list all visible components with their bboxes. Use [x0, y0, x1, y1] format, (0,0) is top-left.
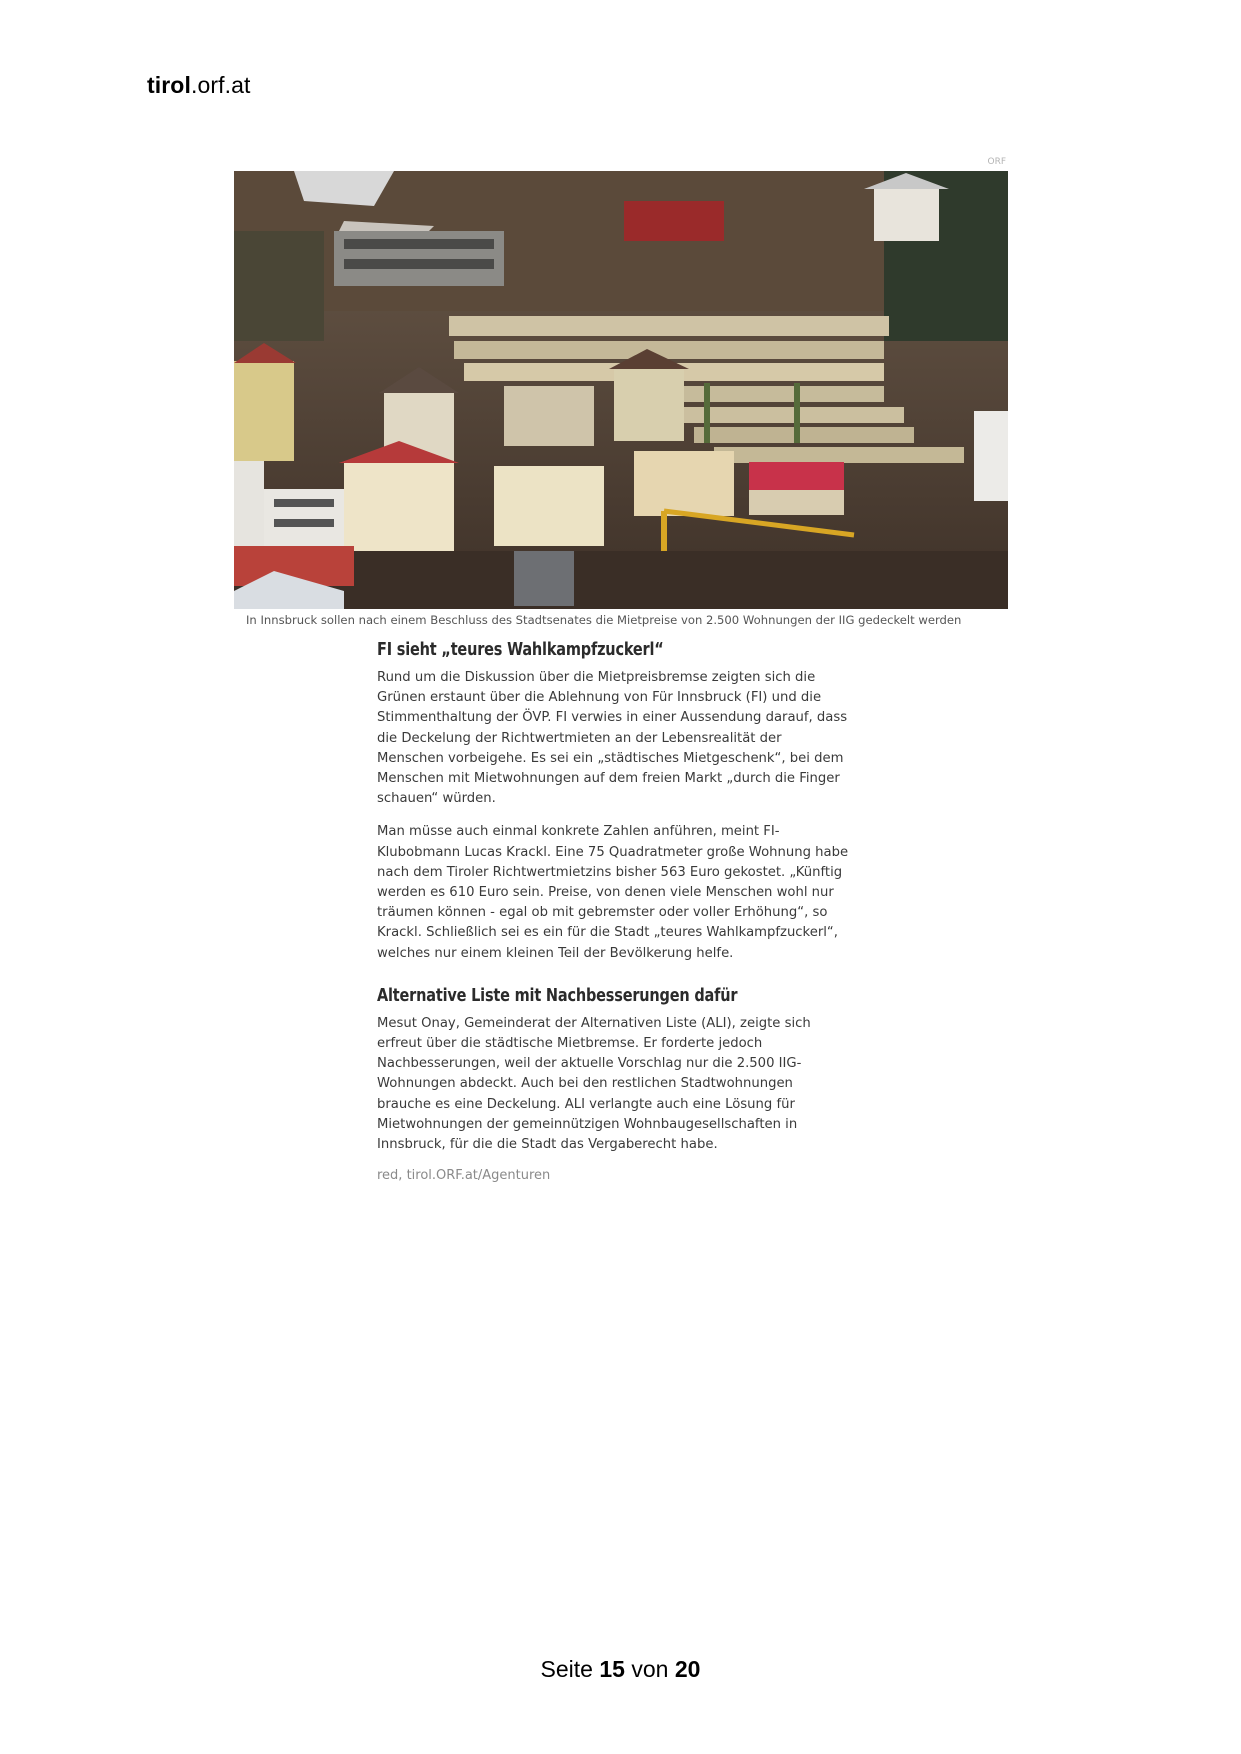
paragraph-line: welches nur einem kleinen Teil der Bevölkerung helfe. [377, 945, 734, 961]
logo-domain-text: .orf.at [190, 72, 251, 98]
image-credit: ORF [987, 157, 1006, 167]
paragraph-line: Mietwohnungen der gemeinnützigen Wohnbaugesellschaften in [377, 1116, 798, 1132]
page-label-prefix: Seite [540, 1656, 593, 1682]
subheading-fi: FI sieht „teures Wahlkampfzuckerl“ [377, 640, 664, 660]
article-body [377, 640, 867, 1183]
paragraph-ali-statement [377, 1014, 867, 1155]
paragraph-line: brauche es eine Deckelung. ALI verlangte auch eine Lösung für [377, 1096, 795, 1112]
paragraph-line: Mesut Onay, Gemeinderat der Alternativen Liste (ALI), zeigte sich [377, 1015, 811, 1031]
paragraph-krackl-quote [377, 822, 867, 963]
paragraph-line: träumen können - egal ob mit gebremster oder voller Erhöhung“, so [377, 905, 828, 921]
paragraph-line: nach dem Tiroler Richtwertmietzins bisher 563 Euro gekostet. „Künftig [377, 864, 843, 880]
paragraph-line: werden es 610 Euro sein. Preise, von denen viele Menschen wohl nur [377, 885, 834, 901]
paragraph-line: Innsbruck, für die die Stadt das Vergaberecht habe. [377, 1137, 718, 1153]
site-logo[interactable] [147, 72, 250, 99]
total-pages: 20 [674, 1656, 701, 1682]
paragraph-line: die Deckelung der Richtwertmieten an der Lebensrealität der [377, 730, 782, 746]
paragraph-line: Man müsse auch einmal konkrete Zahlen anführen, meint FI- [377, 824, 780, 840]
innsbruck-hillside-houses-illustration [234, 171, 1008, 609]
paragraph-line: Krackl. Schließlich sei es ein für die Stadt „teures Wahlkampfzuckerl“, [377, 925, 838, 941]
paragraph-line: schauen“ würden. [377, 791, 496, 807]
current-page: 15 [599, 1656, 625, 1682]
paragraph-line: Wohnungen abdeckt. Auch bei den restlichen Stadtwohnungen [377, 1076, 793, 1092]
article-photo [234, 171, 1008, 609]
paragraph-line: Stimmenthaltung der ÖVP. FI verwies in einer Aussendung darauf, dass [377, 710, 848, 726]
paragraph-line: Menschen vorbeigehe. Es sei ein „städtisches Mietgeschenk“, bei dem [377, 750, 844, 766]
paragraph-line: Grünen erstaunt über die Ablehnung von Für Innsbruck (FI) und die [377, 690, 822, 706]
image-caption: In Innsbruck sollen nach einem Beschluss des Stadtsenates die Mietpreise von 2.500 Wohnungen der IIG gedeckelt werden [246, 613, 962, 627]
source-attribution: red, tirol.ORF.at/Agenturen [377, 1168, 551, 1184]
paragraph-line: Menschen mit Mietwohnungen auf dem freien Markt „durch die Finger [377, 771, 840, 787]
paragraph-fi-statement [377, 668, 867, 809]
paragraph-line: Klubobmann Lucas Krackl. Eine 75 Quadratmeter große Wohnung habe [377, 844, 849, 860]
paragraph-line: Rund um die Diskussion über die Mietpreisbremse zeigten sich die [377, 670, 816, 685]
logo-bold-text: tirol [147, 72, 191, 98]
paragraph-line: Nachbesserungen, weil der aktuelle Vorschlag nur die 2.500 IIG- [377, 1056, 802, 1072]
paragraph-line: erfreut über die städtische Mietbremse. Er forderte jedoch [377, 1036, 763, 1052]
page-number [0, 1656, 1241, 1683]
page-label-middle: von [631, 1656, 669, 1682]
subheading-alternative-liste: Alternative Liste mit Nachbesserungen dafür [377, 985, 738, 1006]
